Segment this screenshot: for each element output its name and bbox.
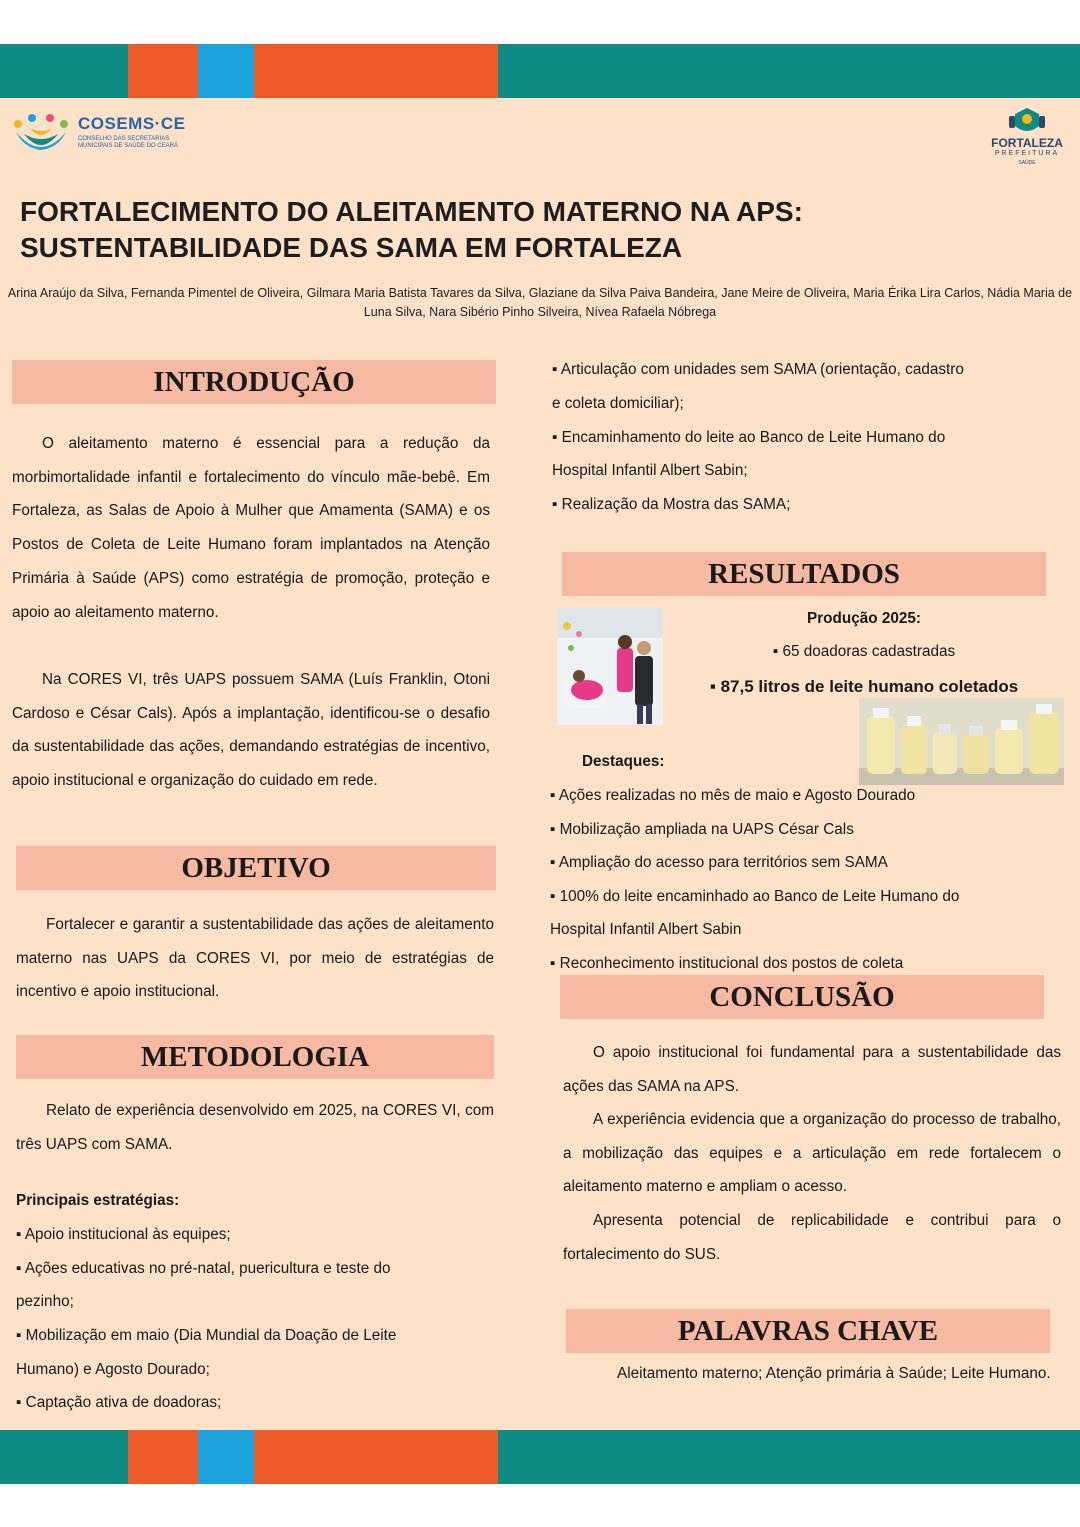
strategy-item: ▪ Ações educativas no pré-natal, puericultura e teste do <box>16 1260 391 1277</box>
objetivo-heading: OBJETIVO <box>16 846 496 890</box>
introducao-heading: INTRODUÇÃO <box>12 360 496 404</box>
poster <box>0 44 1080 1484</box>
litros-coletados: ▪ 87,5 litros de leite humano coletados <box>709 677 1019 696</box>
strategy-item: ▪ Realização da Mostra das SAMA; <box>552 496 791 513</box>
conclusao-paragraph-2: A experiência evidencia que a organização do processo de trabalho, a mobilização das equipes e a articulação em rede fortalecem o aleitamento materno e ampliam o acesso. <box>563 1111 1061 1196</box>
cosems-subtitle: CONSELHO DAS SECRETARIAS MUNICIPAIS DE SAÚDE DO CEARÁ <box>78 136 178 149</box>
authors: Arina Araújo da Silva, Fernanda Pimentel de Oliveira, Gilmara Maria Batista Tavares da Silva, Glaziane da Silva Paiva Bandeira, Jane Meire de Oliveira, Maria Érika Lira Carlos, Nádia Maria de Luna Silva, Nara Sibério Pinho Silveira, Nívea Rafaela Nóbrega <box>7 286 1073 319</box>
objetivo-paragraph: Fortalecer e garantir a sustentabilidade das ações de aleitamento materno nas UAPS da CORES VI, por meio de estratégias de incentivo e apoio institucional. <box>16 916 494 1001</box>
strategy-item: ▪ Encaminhamento do leite ao Banco de Leite Humano do <box>552 429 946 446</box>
cosems-brand-text: COSEMS·CE <box>78 114 186 133</box>
destaque-item: ▪ Ações realizadas no mês de maio e Agosto Dourado <box>550 787 916 804</box>
resultados-heading: RESULTADOS <box>562 552 1046 596</box>
title-line-2: SUSTENTABILIDADE DAS SAMA EM FORTALEZA <box>20 232 683 263</box>
milk-bottles-photo <box>859 698 1064 785</box>
conclusao-heading: CONCLUSÃO <box>560 975 1044 1019</box>
palavras-chave-text: Aleitamento materno; Atenção primária à Saúde; Leite Humano. <box>617 1365 1051 1382</box>
bottom-color-band <box>0 1430 1080 1484</box>
introducao-paragraph-1: O aleitamento materno é essencial para a redução da morbimortalidade infantil e fortalecimento do vínculo mãe-bebê. Em Fortaleza, as Salas de Apoio à Mulher que Amamenta (SAMA) e os Postos de Coleta de Leite Humano foram implantados na Atenção Primária à Saúde (APS) como estratégia de promoção, proteção e apoio ao aleitamento materno. <box>12 435 490 621</box>
doadoras-count: ▪ 65 doadoras cadastradas <box>772 643 956 660</box>
fortaleza-logo <box>980 106 1074 176</box>
top-color-band <box>0 44 1080 98</box>
strategy-item-cont: e coleta domiciliar); <box>552 395 684 412</box>
conclusao-paragraph-3: Apresenta potencial de replicabilidade e contribui para o fortalecimento do SUS. <box>563 1212 1061 1263</box>
poster-title <box>20 194 1060 266</box>
strategy-item-cont: Hospital Infantil Albert Sabin; <box>552 462 748 479</box>
destaques-label: Destaques: <box>582 753 665 770</box>
fortaleza-crest-icon <box>1007 106 1047 136</box>
destaque-item-cont: Hospital Infantil Albert Sabin <box>550 921 742 938</box>
strategy-item: ▪ Apoio institucional às equipes; <box>16 1226 231 1243</box>
fortaleza-tag: SAÚDE <box>1018 160 1036 166</box>
strategy-item: ▪ Captação ativa de doadoras; <box>16 1394 222 1411</box>
destaque-item: ▪ Mobilização ampliada na UAPS César Cals <box>550 821 854 838</box>
cosems-emblem-icon <box>10 112 72 156</box>
strategy-item: ▪ Articulação com unidades sem SAMA (orientação, cadastro <box>552 361 964 378</box>
strategy-item-cont: Humano) e Agosto Dourado; <box>16 1361 210 1378</box>
destaque-item: ▪ 100% do leite encaminhado ao Banco de Leite Humano do <box>550 888 960 905</box>
strategies-label: Principais estratégias: <box>16 1192 180 1209</box>
conclusao-paragraph-1: O apoio institucional foi fundamental para a sustentabilidade das ações das SAMA na APS. <box>563 1044 1061 1095</box>
producao-label: Produção 2025: <box>807 610 921 627</box>
fortaleza-subtitle: PREFEITURA <box>994 150 1060 157</box>
sama-team-photo <box>557 608 663 725</box>
destaque-item: ▪ Ampliação do acesso para territórios sem SAMA <box>550 854 888 871</box>
metodologia-heading: METODOLOGIA <box>16 1035 494 1079</box>
fortaleza-brand-text: FORTALEZA <box>991 136 1063 150</box>
metodologia-paragraph: Relato de experiência desenvolvido em 2025, na CORES VI, com três UAPS com SAMA. <box>16 1102 494 1153</box>
palavras-chave-heading: PALAVRAS CHAVE <box>566 1309 1050 1353</box>
strategy-item: ▪ Mobilização em maio (Dia Mundial da Doação de Leite <box>16 1327 397 1344</box>
title-line-1: FORTALECIMENTO DO ALEITAMENTO MATERNO NA APS: <box>20 196 803 227</box>
introducao-paragraph-2: Na CORES VI, três UAPS possuem SAMA (Luís Franklin, Otoni Cardoso e César Cals). Após a implantação, identificou-se o desafio da sustentabilidade das ações, demandando estratégias de incentivo, apoio institucional e organização do cuidado em rede. <box>12 671 490 790</box>
destaque-item: ▪ Reconhecimento institucional dos postos de coleta <box>550 955 904 972</box>
cosems-logo <box>10 112 200 160</box>
strategy-item-cont: pezinho; <box>16 1293 74 1310</box>
